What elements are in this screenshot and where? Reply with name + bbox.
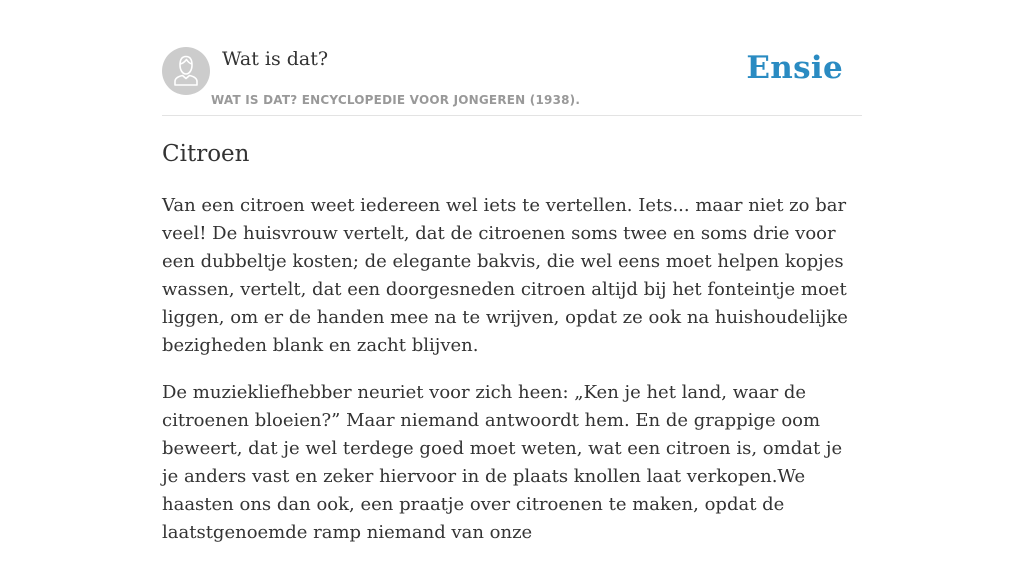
source-header — [162, 46, 862, 116]
source-title[interactable]: Wat is dat? — [222, 48, 329, 70]
article-title: Citroen — [162, 141, 250, 167]
source-subtitle[interactable]: WAT IS DAT? ENCYCLOPEDIE VOOR JONGEREN (1938). — [211, 93, 581, 107]
article-paragraph: De muziekliefhebber neuriet voor zich heen: „Ken je het land, waar de citroenen bloeien?” Maar niemand antwoordt hem. En de grappige oom beweert, dat je wel terdege goed moet weten, wat een citroen is, omdat je je anders vast en zeker hiervoor in de plaats knollen laat verkopen.We haasten ons dan ook, een praatje over citroenen te maken, opdat de laatstgenoemde ramp niemand van onze — [162, 382, 843, 543]
brand-logo[interactable]: Ensie — [746, 50, 843, 86]
article-body — [162, 192, 862, 566]
avatar[interactable] — [162, 47, 210, 95]
article-paragraph: Van een citroen weet iedereen wel iets te vertellen. Iets... maar niet zo bar veel! De huisvrouw vertelt, dat de citroenen soms twee en soms drie voor een dubbeltje kosten; de elegante bakvis, die wel eens moet helpen kopjes wassen, vertelt, dat een doorgesneden citroen altijd bij het fonteintje moet liggen, om er de handen mee na te wrijven, opdat ze ook na huishoudelijke bezigheden blank en zacht blijven. — [162, 195, 848, 356]
user-silhouette-icon — [162, 47, 210, 95]
